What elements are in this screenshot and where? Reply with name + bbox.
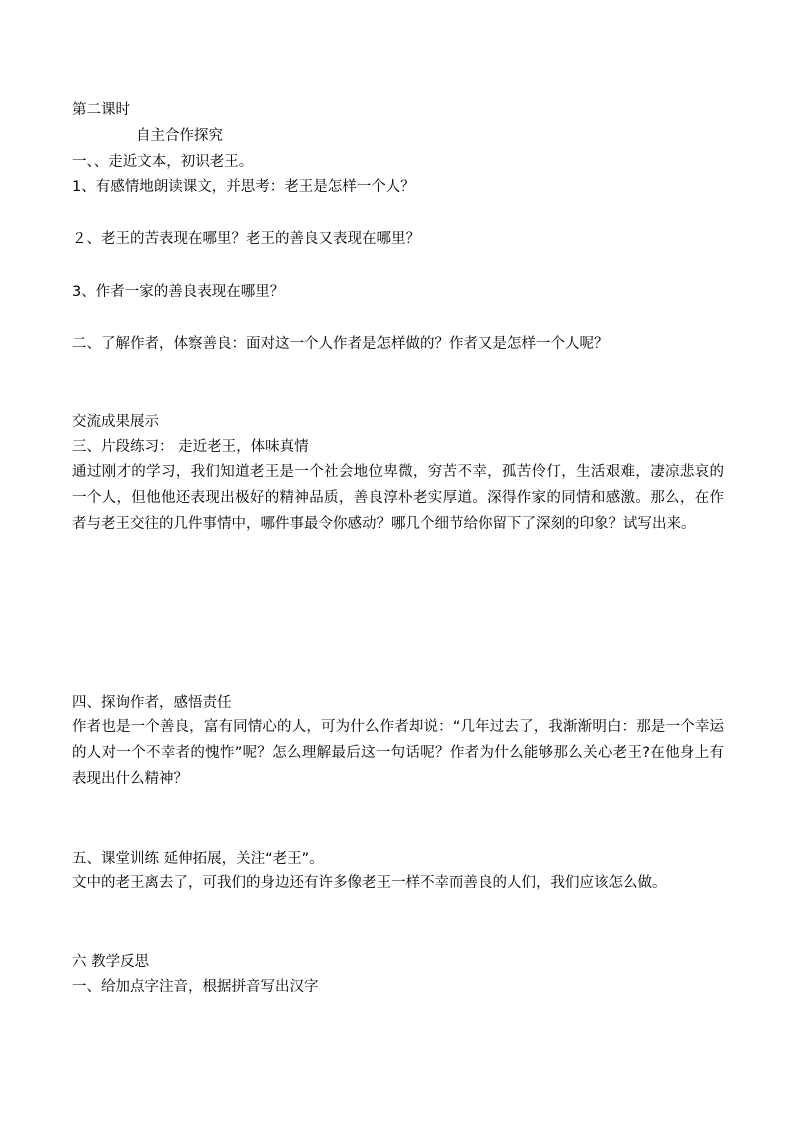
part1-heading: 一、、走近文本，初识老王。	[72, 154, 254, 170]
showcase-heading: 交流成果展示	[72, 414, 159, 430]
part5-body: 文中的老王离去了，可我们的身边还有许多像老王一样不幸而善良的人们，我们应该怎么做。	[72, 875, 667, 891]
question-1: 1、有感情地朗读课文，并思考：老王是怎样一个人？	[72, 179, 415, 195]
part4-heading: 四、探询作者，感悟责任	[72, 695, 232, 711]
lesson-title: 第二课时	[72, 102, 130, 118]
part6-heading: 六 教学反思	[72, 954, 150, 970]
question-3: 3、作者一家的善良表现在哪里？	[72, 284, 285, 300]
section-heading: 自主合作探究	[136, 128, 223, 144]
question-2: ２、老王的苦表现在哪里？老王的善良又表现在哪里？	[72, 231, 420, 247]
part5-heading: 五、课堂训练 延伸拓展，关注“老王”。	[72, 851, 324, 867]
part3-body: 通过刚才的学习，我们知道老王是一个社会地位卑微，穷苦不幸，孤苦伶仃，生活艰难，凄凉悲哀的一个人，但他他还表现出极好的精神品质，善良淳朴老实厚道。深得作家的同情和感激。那么，在作者与老王交往的几件事情中，哪件事最令你感动？哪几个细节给你留下了深刻的印象？试写出来。	[72, 464, 724, 532]
part2-heading: 二、了解作者，体察善良：面对这一个人作者是怎样做的？作者又是怎样一个人呢？	[72, 336, 609, 352]
part4-body: 作者也是一个善良，富有同情心的人，可为什么作者却说：“几年过去了，我渐渐明白：那是一个幸运的人对一个不幸者的愧怍”呢？怎么理解最后这一句话呢？作者为什么能够那么关心老王?在他身上有表现出什么精神？	[72, 719, 724, 787]
exercise-heading: 一、给加点字注音，根据拼音写出汉字	[72, 979, 319, 995]
part3-heading: 三、片段练习： 走近老王，体味真情	[72, 439, 309, 455]
